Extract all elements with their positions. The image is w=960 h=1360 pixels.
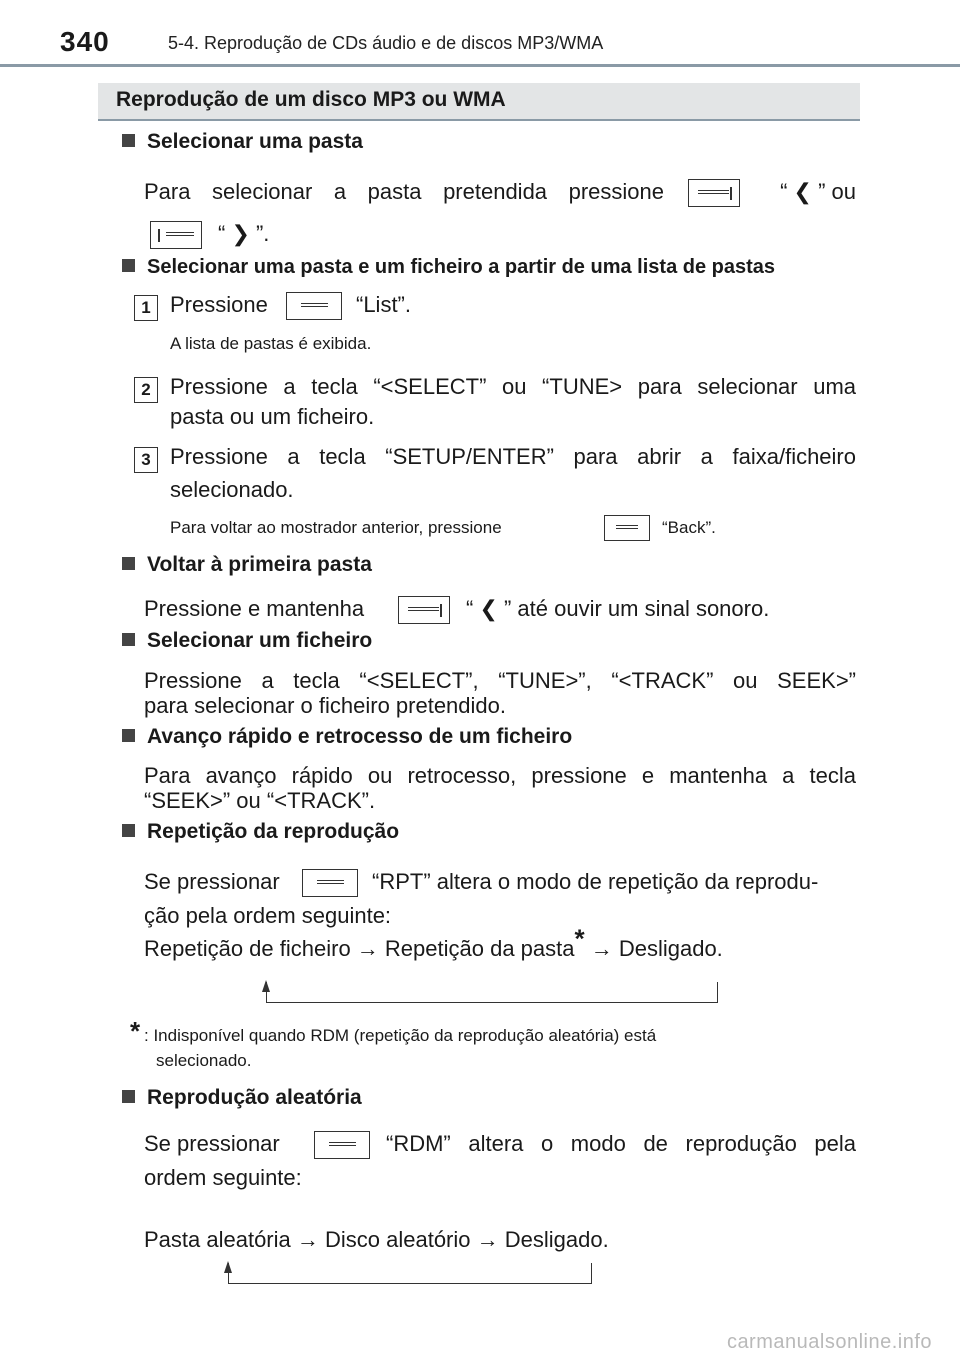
heading-select-folder: Selecionar uma pasta — [122, 130, 363, 154]
bullet-square-icon — [122, 1090, 135, 1103]
select-folder-text-c: “ ❯ ”. — [218, 221, 270, 246]
repeat-cycle-line — [266, 982, 718, 1003]
rdm-button-icon — [314, 1131, 370, 1159]
step2-line1: Pressione a tecla “<SELECT” ou “TUNE> para selecionar uma — [170, 374, 856, 399]
step1-note: A lista de pastas é exibida. — [170, 334, 372, 353]
repeat-text-b: “RPT” altera o modo de repetição da reprodu- — [372, 869, 819, 894]
bullet-square-icon — [122, 729, 135, 742]
repeat-text-c: ção pela ordem seguinte: — [144, 903, 392, 928]
back-note-a: Para voltar ao mostrador anterior, pressione — [170, 518, 502, 537]
select-file-line2: para selecionar o ficheiro pretendido. — [144, 693, 507, 718]
heading-select-file: Selecionar um ficheiro — [122, 629, 372, 653]
back-button-icon — [604, 515, 650, 541]
random-cycle-line — [228, 1263, 592, 1284]
list-button-icon — [286, 292, 342, 320]
section-title: Reprodução de um disco MP3 ou WMA — [116, 88, 506, 111]
step3-line2: selecionado. — [170, 477, 294, 502]
first-folder-text-b: “ ❮ ” até ouvir um sinal sonoro. — [466, 596, 770, 621]
bullet-square-icon — [122, 134, 135, 147]
page-number: 340 — [60, 26, 110, 57]
heading-folder-list: Selecionar uma pasta e um ficheiro a partir de uma lista de pastas — [122, 256, 775, 279]
footnote-line2: selecionado. — [156, 1051, 252, 1070]
folder-down-button-icon — [688, 179, 740, 207]
chapter-title: 5-4. Reprodução de CDs áudio e de discos MP3/WMA — [168, 33, 604, 53]
fast-forward-line1: Para avanço rápido ou retrocesso, pressione e mantenha a tecla — [144, 763, 856, 788]
rpt-button-icon — [302, 869, 358, 897]
bullet-square-icon — [122, 557, 135, 570]
random-sequence: Pasta aleatória → Disco aleatório → Desligado. — [144, 1227, 609, 1252]
bullet-square-icon — [122, 259, 135, 272]
back-note-b: “Back”. — [662, 518, 716, 537]
select-folder-text-b: “ ❮ ” ou — [780, 179, 856, 204]
step-number-3: 3 — [134, 447, 158, 473]
cycle-arrow-icon — [224, 1261, 232, 1273]
step1-text-a: Pressione — [170, 292, 268, 317]
first-folder-text-a: Pressione e mantenha — [144, 596, 365, 621]
repeat-text-a: Se pressionar — [144, 869, 280, 894]
footnote-line1: : Indisponível quando RDM (repetição da reprodução aleatória) está — [144, 1026, 657, 1045]
step1-text-b: “List”. — [356, 292, 411, 317]
fast-forward-line2: “SEEK>” ou “<TRACK”. — [144, 788, 376, 813]
random-text-b: “RDM” altera o modo de reprodução pela — [386, 1131, 856, 1156]
heading-repeat: Repetição da reprodução — [122, 820, 399, 844]
footnote-star: * — [130, 1016, 141, 1046]
repeat-sequence: Repetição de ficheiro → Repetição da pasta* → Desligado. — [144, 923, 723, 961]
section-title-box — [98, 83, 860, 121]
step-number-1: 1 — [134, 295, 158, 321]
watermark: carmanualsonline.info — [726, 1331, 932, 1353]
step-number-2: 2 — [134, 377, 158, 403]
step3-line1: Pressione a tecla “SETUP/ENTER” para abrir a faixa/ficheiro — [170, 444, 856, 469]
random-text-a: Se pressionar — [144, 1131, 280, 1156]
select-file-line1: Pressione a tecla “<SELECT”, “TUNE>”, “<TRACK” ou SEEK>” — [144, 668, 856, 693]
folder-down-button-icon — [398, 596, 450, 624]
heading-fast-forward: Avanço rápido e retrocesso de um ficheiro — [122, 725, 572, 749]
cycle-arrow-icon — [262, 980, 270, 992]
step2-line2: pasta ou um ficheiro. — [170, 404, 375, 429]
folder-up-button-icon — [150, 221, 202, 249]
heading-first-folder: Voltar à primeira pasta — [122, 553, 372, 577]
bullet-square-icon — [122, 633, 135, 646]
bullet-square-icon — [122, 824, 135, 837]
header-rule — [0, 64, 960, 67]
heading-random: Reprodução aleatória — [122, 1086, 362, 1110]
select-folder-text-a: Para selecionar a pasta pretendida pressione — [144, 179, 664, 204]
random-text-c: ordem seguinte: — [144, 1165, 302, 1190]
